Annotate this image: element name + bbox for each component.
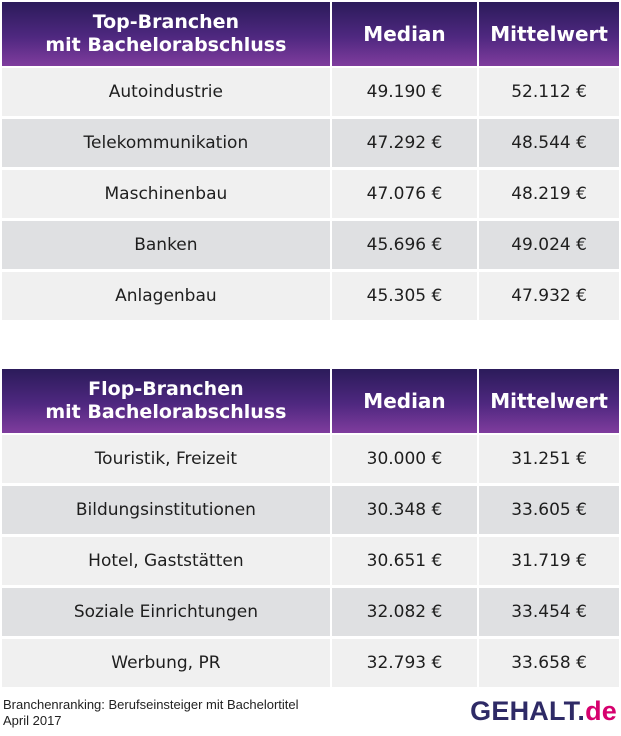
cell-median: 32.082 € [332, 588, 479, 639]
table-row [2, 170, 619, 221]
cell-median: 47.076 € [332, 170, 479, 221]
table-row [2, 272, 619, 323]
cell-mittelwert: 49.024 € [479, 221, 619, 272]
column-header-median: Median [332, 369, 479, 435]
table-row [2, 119, 619, 170]
header-line-1: Flop-Branchen [88, 378, 244, 400]
logo-brand: GEHALT [470, 696, 578, 726]
table-row [2, 588, 619, 639]
column-header-branche [2, 2, 332, 68]
cell-median: 47.292 € [332, 119, 479, 170]
flop-branchen-table [2, 369, 619, 690]
header-line-1: Top-Branchen [92, 11, 240, 33]
cell-branche: Banken [2, 221, 332, 272]
gehalt-logo[interactable] [470, 696, 617, 727]
cell-branche: Maschinenbau [2, 170, 332, 221]
cell-median: 30.348 € [332, 486, 479, 537]
cell-branche: Touristik, Freizeit [2, 435, 332, 486]
column-header-branche [2, 369, 332, 435]
table-row [2, 68, 619, 119]
cell-mittelwert: 33.605 € [479, 486, 619, 537]
cell-median: 45.696 € [332, 221, 479, 272]
top-branchen-table [2, 2, 619, 323]
footer-note [3, 697, 299, 729]
cell-median: 45.305 € [332, 272, 479, 323]
cell-branche: Telekommunikation [2, 119, 332, 170]
cell-mittelwert: 31.719 € [479, 537, 619, 588]
footer-note-line-1: Branchenranking: Berufseinsteiger mit Bachelortitel [3, 697, 299, 712]
table-row [2, 639, 619, 690]
column-header-mittelwert: Mittelwert [479, 369, 619, 435]
cell-mittelwert: 48.544 € [479, 119, 619, 170]
cell-mittelwert: 33.658 € [479, 639, 619, 690]
header-line-2: mit Bachelorabschluss [45, 401, 287, 423]
cell-branche: Werbung, PR [2, 639, 332, 690]
cell-branche: Soziale Einrichtungen [2, 588, 332, 639]
column-header-mittelwert: Mittelwert [479, 2, 619, 68]
cell-median: 30.000 € [332, 435, 479, 486]
cell-mittelwert: 33.454 € [479, 588, 619, 639]
table-row [2, 537, 619, 588]
cell-median: 49.190 € [332, 68, 479, 119]
cell-median: 32.793 € [332, 639, 479, 690]
table-row [2, 486, 619, 537]
cell-mittelwert: 52.112 € [479, 68, 619, 119]
footer-note-line-2: April 2017 [3, 713, 62, 728]
cell-branche: Hotel, Gaststätten [2, 537, 332, 588]
cell-mittelwert: 48.219 € [479, 170, 619, 221]
column-header-median: Median [332, 2, 479, 68]
cell-branche: Autoindustrie [2, 68, 332, 119]
logo-tld: de [585, 696, 617, 726]
cell-branche: Anlagenbau [2, 272, 332, 323]
table-header-row [2, 369, 619, 435]
cell-mittelwert: 31.251 € [479, 435, 619, 486]
cell-mittelwert: 47.932 € [479, 272, 619, 323]
table-row [2, 435, 619, 486]
table-header-row [2, 2, 619, 68]
header-line-2: mit Bachelorabschluss [45, 34, 287, 56]
cell-branche: Bildungsinstitutionen [2, 486, 332, 537]
cell-median: 30.651 € [332, 537, 479, 588]
table-row [2, 221, 619, 272]
logo-dot: . [577, 696, 586, 726]
